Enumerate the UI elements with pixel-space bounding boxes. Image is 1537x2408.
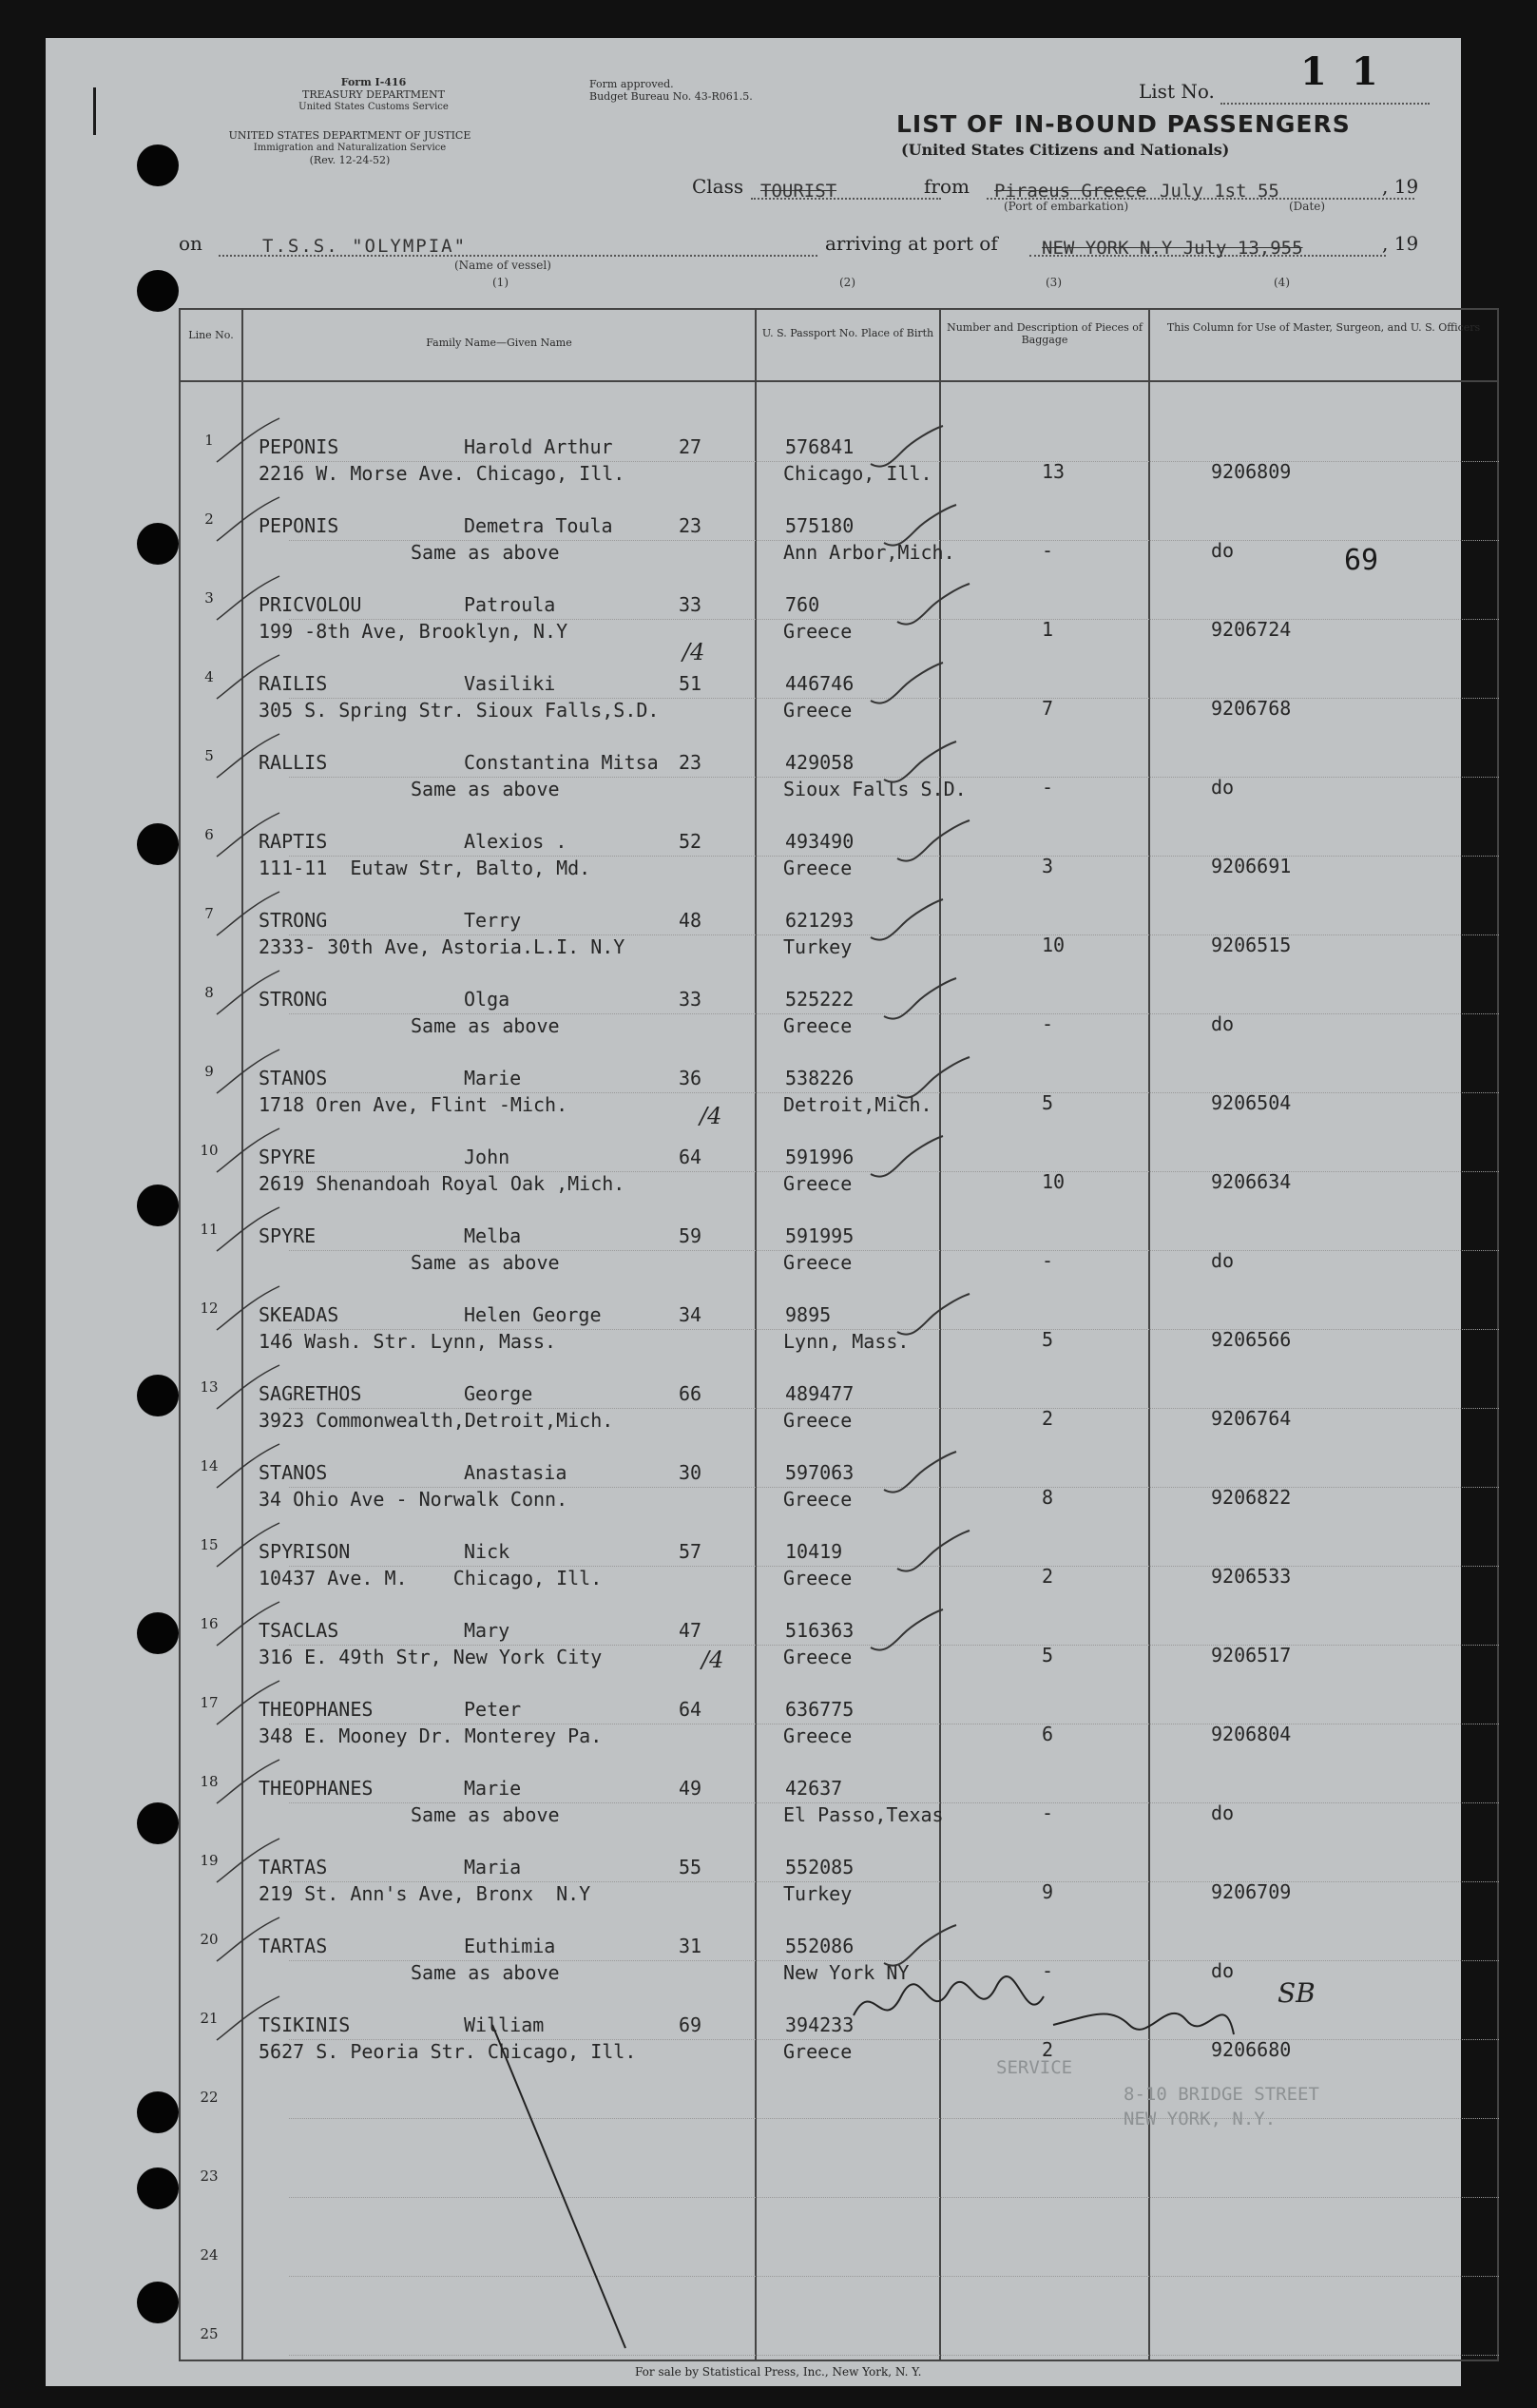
- punch-hole: [137, 144, 179, 186]
- place-of-birth: Greece: [783, 1646, 853, 1668]
- officer-entry: do: [1211, 539, 1235, 562]
- class-value: TOURIST: [760, 181, 837, 202]
- address: 2216 W. Morse Ave. Chicago, Ill.: [259, 462, 625, 485]
- port-caption: (Port of embarkation): [1004, 200, 1129, 213]
- passport-number: 394233: [785, 2013, 855, 2036]
- address: 199 -8th Ave, Brooklyn, N.Y: [259, 620, 568, 643]
- passport-number: 621293: [785, 909, 855, 932]
- treasury-dept: TREASURY DEPARTMENT: [302, 88, 445, 101]
- col-header-name: Family Name—Given Name: [426, 337, 572, 349]
- family-name: STANOS: [259, 1067, 328, 1089]
- passport-number: 489477: [785, 1382, 855, 1405]
- line-number: 13: [200, 1378, 219, 1396]
- given-name: Melba: [464, 1224, 522, 1247]
- tally-mark: [213, 1281, 289, 1338]
- officer-entry: 9206822: [1211, 1486, 1292, 1509]
- age: 52: [679, 830, 702, 853]
- manifest-sheet: [46, 38, 1481, 2386]
- baggage-count: 10: [1042, 934, 1066, 956]
- year-suffix-1: , 19: [1382, 175, 1419, 198]
- stamp-line-2: 8-10 BRIDGE STREET: [1124, 2084, 1319, 2105]
- given-name: John: [464, 1146, 510, 1168]
- punch-hole: [137, 2282, 179, 2323]
- baggage-count: -: [1042, 1012, 1054, 1035]
- table-top-rule: [179, 308, 1499, 310]
- officer-entry: 9206634: [1211, 1170, 1292, 1193]
- officer-signature: [844, 1958, 1319, 2063]
- punch-hole: [137, 1375, 179, 1416]
- tally-mark: [213, 1675, 289, 1732]
- age-note-row-17: /4: [701, 1647, 724, 1673]
- family-name: SKEADAS: [259, 1303, 339, 1326]
- on-label: on: [179, 232, 202, 255]
- place-of-birth: Greece: [783, 1251, 853, 1274]
- age: 64: [679, 1146, 702, 1168]
- check-mark: [865, 1606, 951, 1663]
- age: 31: [679, 1935, 702, 1957]
- line-number: 8: [204, 984, 214, 1001]
- punch-hole: [137, 823, 179, 865]
- check-mark: [865, 659, 951, 716]
- line-number: 22: [200, 2089, 219, 2106]
- check-mark: [892, 1053, 977, 1110]
- address: 305 S. Spring Str. Sioux Falls,S.D.: [259, 699, 660, 722]
- place-of-birth: Greece: [783, 2040, 853, 2063]
- officer-entry: do: [1211, 1249, 1235, 1272]
- given-name: Marie: [464, 1777, 522, 1800]
- line-number: 4: [204, 668, 214, 685]
- officer-entry: 9206504: [1211, 1091, 1292, 1114]
- age-note-row-10: /4: [700, 1103, 722, 1129]
- age: 23: [679, 514, 702, 537]
- address: 316 E. 49th Str, New York City: [259, 1646, 603, 1668]
- place-of-birth: Greece: [783, 1488, 853, 1511]
- baggage-count: 7: [1042, 697, 1054, 720]
- form-number: Form I-416: [340, 76, 407, 88]
- stamp-line-3: NEW YORK, N.Y.: [1124, 2109, 1277, 2129]
- form-header-left: [255, 76, 492, 113]
- baggage-count: -: [1042, 1249, 1054, 1272]
- given-name: Olga: [464, 988, 510, 1011]
- arriving-label: arriving at port of: [825, 232, 998, 255]
- place-of-birth: Greece: [783, 620, 853, 643]
- family-name: PRICVOLOU: [259, 593, 362, 616]
- justice-dept: UNITED STATES DEPARTMENT OF JUSTICE: [228, 129, 471, 142]
- officer-entry: do: [1211, 1801, 1235, 1824]
- passport-number: 446746: [785, 672, 855, 695]
- line-number: 24: [200, 2246, 219, 2264]
- tally-mark: [213, 570, 289, 627]
- passport-number: 552086: [785, 1935, 855, 1957]
- age: 36: [679, 1067, 702, 1089]
- given-name: Constantina Mitsa: [464, 751, 659, 774]
- caption-4: (4): [1274, 276, 1290, 289]
- age: 47: [679, 1619, 702, 1642]
- family-name: PEPONIS: [259, 435, 339, 458]
- line-number: 15: [200, 1536, 219, 1553]
- page-subtitle: (United States Citizens and Nationals): [901, 141, 1230, 159]
- family-name: STRONG: [259, 988, 328, 1011]
- family-name: SPYRISON: [259, 1540, 351, 1563]
- signature-initials: SB: [1278, 1977, 1316, 2009]
- family-name: RALLIS: [259, 751, 328, 774]
- place-of-birth: Greece: [783, 699, 853, 722]
- passport-number: 9895: [785, 1303, 832, 1326]
- baggage-count: 10: [1042, 1170, 1066, 1193]
- tally-mark: [213, 728, 289, 785]
- customs-service: United States Customs Service: [298, 102, 449, 112]
- family-name: TARTAS: [259, 1856, 328, 1878]
- officer-entry: 9206680: [1211, 2038, 1292, 2061]
- family-name: THEOPHANES: [259, 1698, 374, 1721]
- officer-entry: 9206709: [1211, 1880, 1292, 1903]
- baggage-count: 1: [1042, 618, 1054, 641]
- officer-entry: do: [1211, 776, 1235, 799]
- line-number: 19: [200, 1852, 219, 1869]
- place-of-birth: Chicago, Ill.: [783, 462, 932, 485]
- address: 111-11 Eutaw Str, Balto, Md.: [259, 857, 591, 879]
- address: 348 E. Mooney Dr. Monterey Pa.: [259, 1724, 603, 1747]
- baggage-count: 9: [1042, 1880, 1054, 1903]
- age-note-row-4: /4: [682, 639, 705, 665]
- address: Same as above: [411, 1961, 560, 1984]
- given-name: Nick: [464, 1540, 510, 1563]
- punch-hole: [137, 1802, 179, 1844]
- address: 2619 Shenandoah Royal Oak ,Mich.: [259, 1172, 625, 1195]
- tally-mark: [213, 1123, 289, 1180]
- given-name: George: [464, 1382, 533, 1405]
- age: 49: [679, 1777, 702, 1800]
- address: 2333- 30th Ave, Astoria.L.I. N.Y: [259, 935, 625, 958]
- passport-number: 538226: [785, 1067, 855, 1089]
- place-of-birth: Lynn, Mass.: [783, 1330, 910, 1353]
- list-no-line: [1220, 103, 1430, 105]
- passport-number: 552085: [785, 1856, 855, 1878]
- baggage-count: 2: [1042, 1565, 1054, 1588]
- age: 30: [679, 1461, 702, 1484]
- table-header-rule: [179, 380, 1499, 382]
- tally-mark: [213, 1359, 289, 1416]
- given-name: William: [464, 2013, 545, 2036]
- address: Same as above: [411, 1014, 560, 1037]
- table-bottom-rule: [179, 2360, 1499, 2361]
- age: 34: [679, 1303, 702, 1326]
- year-suffix-2: , 19: [1382, 232, 1419, 255]
- line-number: 18: [200, 1773, 219, 1790]
- family-name: SPYRE: [259, 1146, 317, 1168]
- check-mark: [892, 580, 977, 637]
- tally-mark: [213, 1833, 289, 1890]
- officer-entry: 9206764: [1211, 1407, 1292, 1430]
- address: Same as above: [411, 541, 560, 564]
- embark-date: July 1st 55: [1160, 181, 1279, 202]
- vessel-name: T.S.S. "OLYMPIA": [262, 236, 468, 257]
- tally-mark: [213, 649, 289, 706]
- address: 3923 Commonwealth,Detroit,Mich.: [259, 1409, 614, 1432]
- address: Same as above: [411, 778, 560, 800]
- col-header-officers: This Column for Use of Master, Surgeon, and U. S. Officers: [1166, 321, 1481, 334]
- caption-3: (3): [1046, 276, 1062, 289]
- tally-mark: [213, 1754, 289, 1811]
- family-name: SAGRETHOS: [259, 1382, 362, 1405]
- page-title: LIST OF IN-BOUND PASSENGERS: [896, 110, 1351, 138]
- baggage-count: 3: [1042, 855, 1054, 877]
- place-of-birth: Turkey: [783, 1882, 853, 1905]
- officer-entry: do: [1211, 1012, 1235, 1035]
- line-number: 21: [200, 2010, 219, 2027]
- baggage-count: 13: [1042, 460, 1066, 483]
- officer-entry: 9206768: [1211, 697, 1292, 720]
- family-name: RAILIS: [259, 672, 328, 695]
- place-of-birth: Turkey: [783, 935, 853, 958]
- given-name: Harold Arthur: [464, 435, 613, 458]
- punch-hole: [137, 270, 179, 312]
- tally-mark: [213, 965, 289, 1022]
- tally-mark: [213, 1991, 289, 2048]
- age: 66: [679, 1382, 702, 1405]
- given-name: Anastasia: [464, 1461, 567, 1484]
- check-mark: [878, 738, 964, 795]
- passport-number: 591996: [785, 1146, 855, 1168]
- given-name: Demetra Toula: [464, 514, 613, 537]
- stamp-line-1: SERVICE: [996, 2057, 1073, 2078]
- ins-service: Immigration and Naturalization Service: [253, 143, 447, 153]
- line-number: 1: [204, 432, 214, 449]
- line-number: 6: [204, 826, 214, 843]
- baggage-count: 5: [1042, 1091, 1054, 1114]
- address: 219 St. Ann's Ave, Bronx N.Y: [259, 1882, 591, 1905]
- tally-mark: [213, 1596, 289, 1653]
- baggage-count: 5: [1042, 1644, 1054, 1666]
- col-header-line: Line No.: [188, 329, 234, 341]
- line-number: 14: [200, 1457, 219, 1474]
- tally-mark: [213, 807, 289, 864]
- margin-number: 69: [1344, 544, 1379, 577]
- col-header-passport: U. S. Passport No. Place of Birth: [761, 327, 934, 339]
- line-number: 16: [200, 1615, 219, 1632]
- passport-number: 575180: [785, 514, 855, 537]
- baggage-count: 6: [1042, 1723, 1054, 1745]
- place-of-birth: El Passo,Texas: [783, 1803, 944, 1826]
- form-header-justice: [179, 129, 521, 166]
- margin-tick: [93, 87, 96, 135]
- address: Same as above: [411, 1251, 560, 1274]
- line-number: 11: [200, 1221, 219, 1238]
- age: 59: [679, 1224, 702, 1247]
- check-mark: [878, 501, 964, 558]
- given-name: Vasiliki: [464, 672, 556, 695]
- passport-number: 493490: [785, 830, 855, 853]
- place-of-birth: Ann Arbor,Mich.: [783, 541, 955, 564]
- passport-number: 525222: [785, 988, 855, 1011]
- baggage-count: -: [1042, 1959, 1054, 1982]
- line-number: 25: [200, 2325, 219, 2342]
- date-caption: (Date): [1289, 200, 1326, 213]
- officer-entry: 9206533: [1211, 1565, 1292, 1588]
- place-of-birth: Greece: [783, 857, 853, 879]
- age: 64: [679, 1698, 702, 1721]
- address: 146 Wash. Str. Lynn, Mass.: [259, 1330, 557, 1353]
- address: 34 Ohio Ave - Norwalk Conn.: [259, 1488, 568, 1511]
- table-left-border: [179, 308, 181, 2361]
- place-of-birth: New York NY: [783, 1961, 910, 1984]
- officer-entry: 9206804: [1211, 1723, 1292, 1745]
- officer-entry: 9206515: [1211, 934, 1292, 956]
- page-footer: For sale by Statistical Press, Inc., New York, N. Y.: [635, 2365, 922, 2379]
- given-name: Marie: [464, 1067, 522, 1089]
- passport-number: 42637: [785, 1777, 843, 1800]
- passport-number: 591995: [785, 1224, 855, 1247]
- officer-entry: 9206517: [1211, 1644, 1292, 1666]
- passport-number: 636775: [785, 1698, 855, 1721]
- arrival-port-date: NEW YORK N.Y July 13,955: [1042, 238, 1303, 259]
- officer-entry: 9206566: [1211, 1328, 1292, 1351]
- line-number: 5: [204, 747, 214, 764]
- caption-1: (1): [492, 276, 509, 289]
- check-mark: [892, 1290, 977, 1347]
- punch-hole: [137, 1612, 179, 1654]
- punch-hole: [137, 1185, 179, 1226]
- line-number: 7: [204, 905, 214, 922]
- family-name: STRONG: [259, 909, 328, 932]
- check-mark: [878, 1448, 964, 1505]
- cross-stroke: [464, 2015, 654, 2358]
- check-mark: [892, 1527, 977, 1584]
- age: 57: [679, 1540, 702, 1563]
- baggage-count: 8: [1042, 1486, 1054, 1509]
- check-mark: [878, 974, 964, 1031]
- col-header-baggage: Number and Description of Pieces of Baggage: [947, 321, 1143, 346]
- family-name: TSIKINIS: [259, 2013, 351, 2036]
- port-of-embarkation: Piraeus Greece: [994, 181, 1147, 202]
- tally-mark: [213, 1044, 289, 1101]
- line-number: 17: [200, 1694, 219, 1711]
- age: 55: [679, 1856, 702, 1878]
- address: 1718 Oren Ave, Flint -Mich.: [259, 1093, 568, 1116]
- passport-number: 10419: [785, 1540, 843, 1563]
- tally-mark: [213, 491, 289, 549]
- passport-number: 760: [785, 593, 820, 616]
- place-of-birth: Greece: [783, 1724, 853, 1747]
- officer-entry: 9206809: [1211, 460, 1292, 483]
- age: 23: [679, 751, 702, 774]
- passport-number: 576841: [785, 435, 855, 458]
- punch-hole: [137, 2091, 179, 2133]
- family-name: TARTAS: [259, 1935, 328, 1957]
- list-number: 11: [1300, 49, 1403, 94]
- line-number: 9: [204, 1063, 214, 1080]
- given-name: Peter: [464, 1698, 522, 1721]
- officer-entry: do: [1211, 1959, 1235, 1982]
- caption-2: (2): [839, 276, 855, 289]
- tally-mark: [213, 1438, 289, 1495]
- tally-mark: [213, 1912, 289, 1969]
- given-name: Mary: [464, 1619, 510, 1642]
- address: 10437 Ave. M. Chicago, Ill.: [259, 1567, 603, 1589]
- baggage-count: -: [1042, 1801, 1054, 1824]
- family-name: PEPONIS: [259, 514, 339, 537]
- passport-number: 516363: [785, 1619, 855, 1642]
- age: 48: [679, 909, 702, 932]
- age: 69: [679, 2013, 702, 2036]
- family-name: THEOPHANES: [259, 1777, 374, 1800]
- check-mark: [865, 896, 951, 953]
- form-approval: [589, 78, 753, 103]
- list-no-label: List No.: [1139, 80, 1215, 103]
- baggage-count: 5: [1042, 1328, 1054, 1351]
- line-number: 12: [200, 1300, 219, 1317]
- col-divider-name: [755, 308, 757, 2361]
- address: 5627 S. Peoria Str. Chicago, Ill.: [259, 2040, 637, 2063]
- baggage-count: -: [1042, 539, 1054, 562]
- passport-number: 597063: [785, 1461, 855, 1484]
- place-of-birth: Detroit,Mich.: [783, 1093, 932, 1116]
- line-number: 20: [200, 1931, 219, 1948]
- tally-mark: [213, 1517, 289, 1574]
- check-mark: [892, 817, 977, 874]
- given-name: Maria: [464, 1856, 522, 1878]
- punch-hole: [137, 523, 179, 565]
- place-of-birth: Sioux Falls S.D.: [783, 778, 967, 800]
- line-number: 23: [200, 2167, 219, 2185]
- officer-entry: 9206691: [1211, 855, 1292, 877]
- vessel-caption: (Name of vessel): [454, 259, 551, 272]
- baggage-count: 2: [1042, 1407, 1054, 1430]
- age: 33: [679, 593, 702, 616]
- given-name: Terry: [464, 909, 522, 932]
- line-number: 10: [200, 1142, 219, 1159]
- line-number: 3: [204, 589, 214, 607]
- form-approved: Form approved.: [589, 78, 674, 90]
- place-of-birth: Greece: [783, 1409, 853, 1432]
- family-name: RAPTIS: [259, 830, 328, 853]
- tally-mark: [213, 413, 289, 470]
- place-of-birth: Greece: [783, 1172, 853, 1195]
- family-name: SPYRE: [259, 1224, 317, 1247]
- baggage-count: -: [1042, 776, 1054, 799]
- age: 33: [679, 988, 702, 1011]
- from-label: from: [924, 175, 970, 198]
- line-number: 2: [204, 510, 214, 528]
- punch-hole: [137, 2167, 179, 2209]
- given-name: Helen George: [464, 1303, 602, 1326]
- age: 27: [679, 435, 702, 458]
- address: Same as above: [411, 1803, 560, 1826]
- baggage-count: 2: [1042, 2038, 1054, 2061]
- given-name: Patroula: [464, 593, 556, 616]
- age: 51: [679, 672, 702, 695]
- officer-entry: 9206724: [1211, 618, 1292, 641]
- place-of-birth: Greece: [783, 1014, 853, 1037]
- class-label: Class: [692, 175, 744, 198]
- check-mark: [865, 1132, 951, 1189]
- check-mark: [865, 422, 951, 479]
- family-name: STANOS: [259, 1461, 328, 1484]
- family-name: TSACLAS: [259, 1619, 339, 1642]
- revision-date: (Rev. 12-24-52): [309, 154, 391, 166]
- given-name: Euthimia: [464, 1935, 556, 1957]
- tally-mark: [213, 886, 289, 943]
- place-of-birth: Greece: [783, 1567, 853, 1589]
- tally-mark: [213, 1202, 289, 1259]
- passport-number: 429058: [785, 751, 855, 774]
- given-name: Alexios .: [464, 830, 567, 853]
- budget-bureau: Budget Bureau No. 43-R061.5.: [589, 90, 753, 103]
- table-right-border: [1497, 308, 1499, 2361]
